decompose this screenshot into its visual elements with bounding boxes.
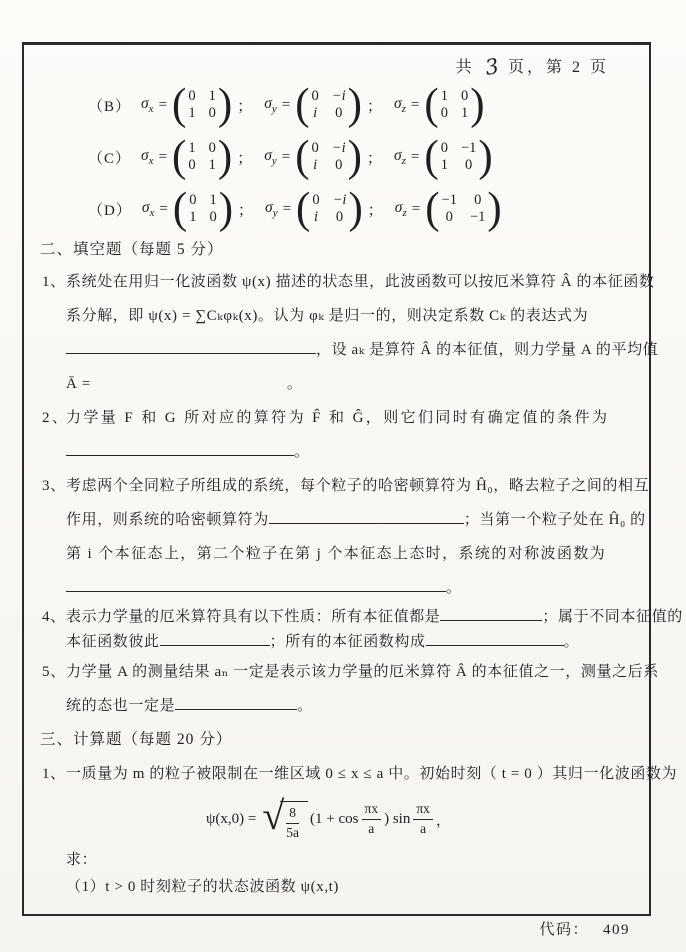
q3-text4: 第 i 个本征态上，第二个粒子在第 j 个本征态上态时，系统的对称波函数为 (66, 546, 607, 562)
q4-line1 (42, 605, 683, 630)
q4-text4: ；所有的本征函数构成 (269, 634, 426, 650)
q1-line3 (42, 333, 659, 367)
paper-code (539, 918, 630, 939)
matrix-separator: ； (367, 202, 383, 219)
right-paren-icon: ) (217, 132, 233, 181)
q1-period: 。 (286, 376, 303, 392)
fill-in-blank (66, 338, 316, 354)
pauli-matrix (394, 184, 502, 233)
left-paren-icon: ( (424, 80, 439, 129)
q2-line2 (42, 435, 635, 469)
q3-text2: 作用，则系统的哈密顿算符为 (66, 512, 269, 528)
page-border-box (22, 42, 683, 916)
question-number: 1、 (42, 766, 66, 782)
q1-line4 (42, 367, 635, 401)
option-row (88, 131, 635, 183)
matrix-entries: 0 −i i 0 (311, 87, 346, 121)
matrix-entries: 1 0 0 1 (188, 139, 216, 173)
pages-prefix: 共 (455, 59, 475, 76)
pauli-matrix (264, 132, 362, 181)
sigma-symbol: $\sigma_y$ (264, 146, 277, 168)
left-paren-icon: ( (172, 80, 187, 129)
equals-sign: = (281, 96, 291, 113)
q4-period: 。 (563, 634, 580, 650)
question-number: 4、 (42, 609, 66, 625)
fraction: $\frac{8}{5a}$ (286, 805, 300, 840)
part1-line (42, 873, 635, 901)
right-paren-icon: ) (347, 80, 362, 129)
right-paren-icon: ) (348, 184, 363, 233)
question-number: 2、 (42, 410, 70, 426)
option-label: （C） (88, 150, 132, 167)
fill-in-blank (66, 576, 446, 592)
q1-line1 (42, 265, 655, 299)
q4-text2: ；属于不同本征值的 (542, 609, 683, 625)
q1-text3: ，设 aₖ 是算符 Â 的本征值，则力学量 A 的平均值 (316, 342, 659, 358)
q5-text1: 力学量 A 的测量结果 aₙ 一定是表示该力学量的厄米算符 Â 的本征值之一，测量之后系 (66, 664, 659, 680)
sigma-symbol: $\sigma_x$ (141, 94, 154, 116)
option-row (88, 183, 635, 235)
pages-rest: 页，第 2 页 (507, 59, 609, 76)
equals-sign: = (410, 148, 420, 165)
pauli-matrix (265, 184, 363, 233)
matrix-separator: ； (237, 150, 253, 167)
q2-text1: 力学量 F 和 G 所对应的算符为 F̂ 和 Ĝ，则它们同时有确定值的条件为 (66, 410, 610, 426)
right-paren-icon: ) (218, 184, 234, 233)
sigma-symbol: $\sigma_y$ (265, 198, 278, 220)
q3-line4 (42, 571, 635, 605)
sigma-symbol: $\sigma_x$ (141, 198, 155, 220)
right-paren-icon: ) (487, 184, 502, 233)
page-header (38, 51, 635, 79)
section2-title: 二、填空题（每题 5 分） (40, 241, 224, 258)
fraction: $\frac{\pi x}{a}$ (413, 801, 433, 836)
right-paren-icon: ) (217, 80, 233, 129)
part1-text: （1）t > 0 时刻粒子的状态波函数 ψ(x,t) (66, 879, 340, 895)
matrix-entries: 0 −i i 0 (311, 139, 346, 173)
fill-in-blank (66, 440, 294, 456)
sigma-symbol: $\sigma_x$ (141, 146, 154, 168)
q3-line1 (42, 469, 650, 503)
equals-sign: = (282, 200, 292, 217)
equals-sign: = (159, 200, 168, 217)
equals-sign: = (411, 200, 421, 217)
spacer (91, 387, 287, 388)
equals-sign: = (158, 96, 168, 113)
ask-line (42, 847, 635, 873)
right-paren-icon: ) (470, 80, 485, 129)
choice-options-block (88, 79, 635, 235)
left-paren-icon: ( (295, 132, 310, 181)
matrix-separator: ； (366, 98, 382, 115)
sigma-symbol: $\sigma_z$ (393, 94, 406, 116)
q5-line1 (42, 655, 659, 689)
fraction: $\frac{\pi x}{a}$ (362, 801, 382, 836)
formula-end: ， (435, 812, 451, 829)
formula-mid1: (1 + cos (310, 810, 359, 827)
equals-sign: = (281, 148, 291, 165)
q4-line2 (42, 630, 635, 655)
q5-line2 (42, 689, 635, 723)
question-number: 3、 (42, 478, 66, 494)
q3-line3 (42, 537, 635, 571)
sigma-symbol: $\sigma_z$ (394, 198, 407, 220)
right-paren-icon: ) (478, 132, 493, 181)
formula-lhs: ψ(x,0) = (206, 810, 257, 827)
matrix-entries: −1 0 0 −1 (441, 191, 486, 225)
pauli-matrix (141, 184, 234, 233)
q3-period: 。 (446, 580, 462, 596)
matrix-entries: 0 −i i 0 (312, 191, 347, 225)
q1-line2 (42, 299, 635, 333)
q4-text3: 本征函数彼此 (66, 634, 160, 650)
matrix-separator: ； (237, 98, 253, 115)
matrix-entries: 0 −1 1 0 (440, 139, 477, 173)
left-paren-icon: ( (424, 132, 439, 181)
fill-in-blank (269, 508, 464, 524)
wavefunction-formula (206, 791, 635, 847)
calc-q1-line1 (42, 757, 678, 791)
section3-title: 三、计算题（每题 20 分） (40, 731, 233, 748)
q2-line1 (42, 401, 635, 435)
fill-in-blank (160, 630, 270, 646)
equals-sign: = (410, 96, 420, 113)
q1-text2: 系分解，即 ψ(x) = ∑Cₖφₖ(x)。认为 φₖ 是归一的，则决定系数 Cₖ 的表达式为 (66, 308, 589, 324)
left-paren-icon: ( (296, 184, 311, 233)
pauli-matrix (393, 132, 493, 181)
radicand (280, 801, 308, 840)
option-label: （D） (88, 202, 132, 219)
pauli-matrix (141, 80, 233, 129)
q5-period: 。 (297, 698, 313, 714)
equals-sign: = (158, 148, 168, 165)
square-root (262, 793, 308, 840)
q5-text2: 统的态也一定是 (66, 698, 176, 714)
fill-in-blank (440, 605, 542, 621)
q2-period: 。 (294, 444, 310, 460)
fill-in-blank (175, 694, 297, 710)
pauli-matrix (264, 80, 362, 129)
question-number: 5、 (42, 664, 66, 680)
sigma-symbol: $\sigma_y$ (264, 94, 277, 116)
question-number: 1、 (42, 274, 66, 290)
q3-line2 (42, 503, 646, 537)
calc-q1-text: 一质量为 m 的粒子被限制在一维区域 0 ≤ x ≤ a 中。初始时刻（ t = 0 ）其归一化波函数为 (66, 766, 678, 782)
left-paren-icon: ( (295, 80, 310, 129)
pauli-matrix (141, 132, 233, 181)
fill-in-blank (426, 630, 564, 646)
pauli-matrix (393, 80, 485, 129)
formula-mid2: ) sin (384, 810, 411, 827)
radical-icon: √ (262, 793, 285, 838)
matrix-separator: ； (238, 202, 254, 219)
matrix-entries: 0 1 1 0 (188, 87, 216, 121)
q3-text1: 考虑两个全同粒子所组成的系统，每个粒子的哈密顿算符为 Ĥ₀，略去粒子之间的相互 (66, 478, 650, 494)
q3-text3: ；当第一个粒子处在 Ĥ₀ 的 (463, 512, 646, 528)
ask-text: 求： (66, 852, 98, 868)
option-label: （B） (88, 98, 132, 115)
code-label: 代码： (539, 922, 589, 938)
left-paren-icon: ( (425, 184, 440, 233)
matrix-entries: 1 0 0 1 (440, 87, 469, 121)
left-paren-icon: ( (172, 184, 188, 233)
left-paren-icon: ( (172, 132, 187, 181)
matrix-separator: ； (366, 150, 382, 167)
q1-text1: 系统处在用归一化波函数 ψ(x) 描述的状态里，此波函数可以按厄米算符 Â 的本征函数 (66, 274, 655, 290)
sigma-symbol: $\sigma_z$ (393, 146, 406, 168)
matrix-entries: 0 1 1 0 (189, 191, 217, 225)
option-row (88, 79, 635, 131)
handwritten-total-pages: 3 (482, 53, 501, 80)
q1-average-lhs: Ā = (66, 376, 91, 392)
code-value: 409 (603, 922, 630, 938)
right-paren-icon: ) (347, 132, 362, 181)
q4-text1: 表示力学量的厄米算符具有以下性质：所有本征值都是 (66, 609, 441, 625)
